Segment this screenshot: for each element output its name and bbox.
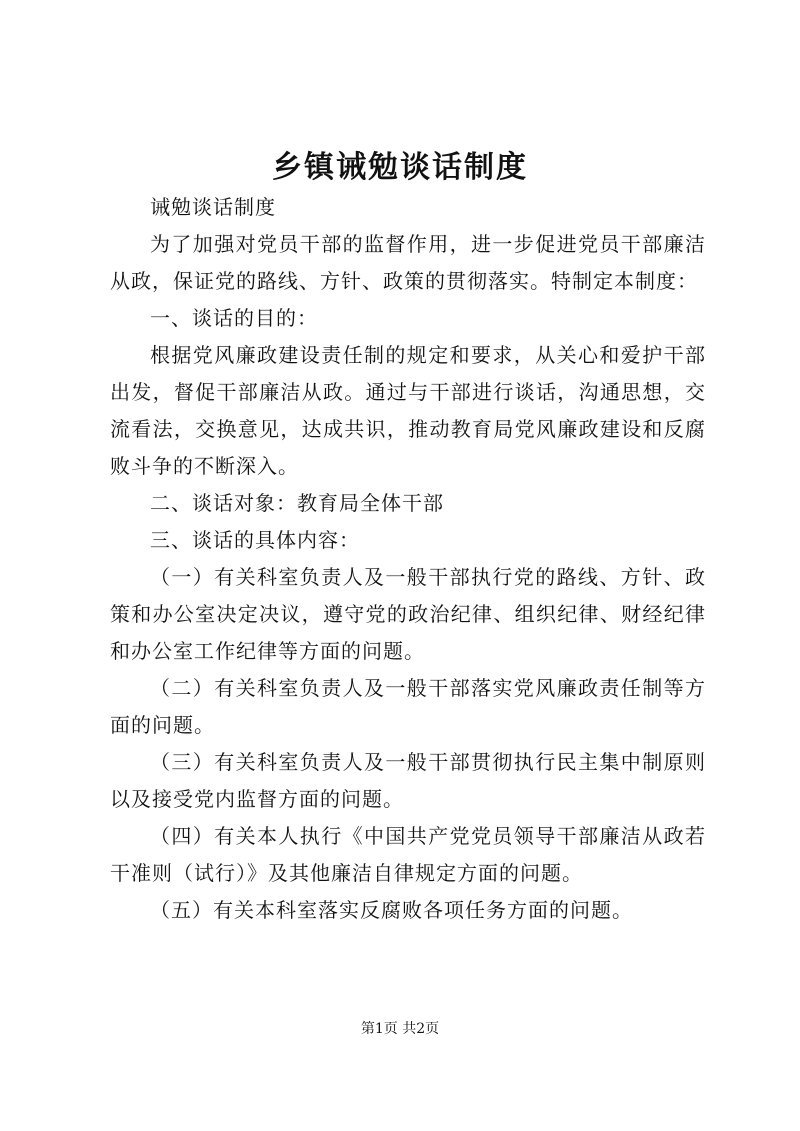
section-heading-content: 三、谈话的具体内容： [150, 528, 360, 552]
paragraph-subtitle: 诫勉谈话制度 [150, 195, 276, 219]
section-heading-target: 二、谈话对象：教育局全体干部 [150, 491, 444, 515]
content-item-3: （三）有关科室负责人及一般干部贯彻执行民主集中制原则以及接受党内监督方面的问题。 [110, 750, 706, 811]
paragraph-intro: 为了加强对党员干部的监督作用，进一步促进党员干部廉洁从政，保证党的路线、方针、政策的贯彻落实。特制定本制度： [110, 232, 706, 293]
section-heading-purpose: 一、谈话的目的： [150, 306, 318, 330]
content-item-5: （五）有关本科室落实反腐败各项任务方面的问题。 [150, 898, 633, 922]
page-footer: 第1页 共2页 [360, 1021, 440, 1037]
content-item-2: （二）有关科室负责人及一般干部落实党风廉政责任制等方面的问题。 [110, 676, 706, 737]
paragraph-purpose: 根据党风廉政建设责任制的规定和要求，从关心和爱护干部出发，督促干部廉洁从政。通过与干部进行谈话，沟通思想，交流看法，交换意见，达成共识，推动教育局党风廉政建设和反腐败斗争的不断深入。 [110, 343, 706, 478]
document-title: 乡镇诫勉谈话制度 [272, 150, 528, 185]
document-body [110, 189, 706, 929]
content-item-1: （一）有关科室负责人及一般干部执行党的路线、方针、政策和办公室决定决议，遵守党的政治纪律、组织纪律、财经纪律和办公室工作纪律等方面的问题。 [110, 565, 706, 663]
content-item-4: （四）有关本人执行《中国共产党党员领导干部廉洁从政若干准则（试行）》及其他廉洁自律规定方面的问题。 [110, 824, 706, 885]
